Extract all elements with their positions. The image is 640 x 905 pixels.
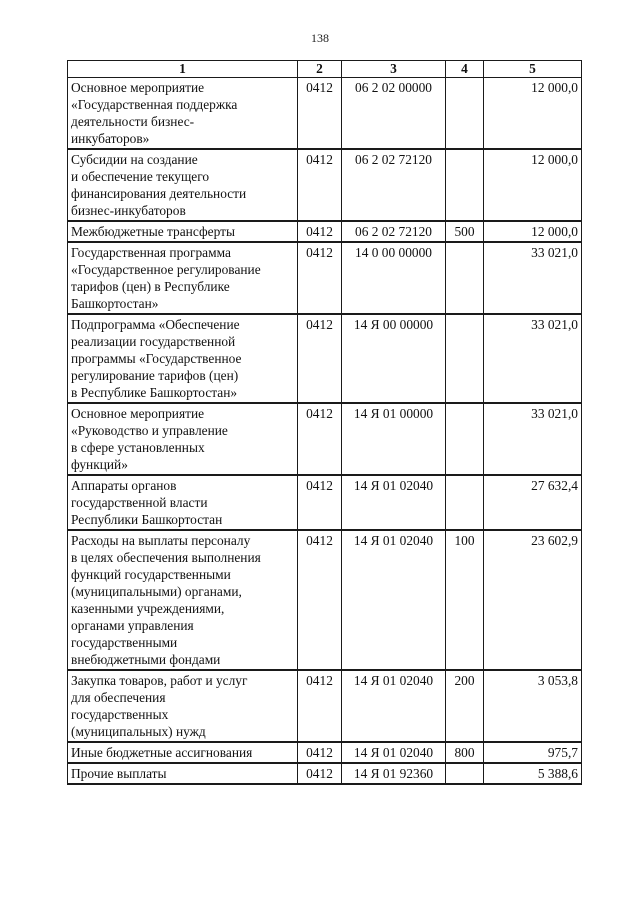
table-row: [68, 403, 582, 475]
table-header: [68, 61, 582, 78]
row-section: 0412: [298, 78, 342, 150]
table-row: [68, 242, 582, 314]
table-body: [68, 78, 582, 785]
row-name: Субсидии на создание и обеспечение текущего финансирования деятельности бизнес-инкубаторов: [68, 149, 298, 221]
row-section: 0412: [298, 149, 342, 221]
table-row: [68, 78, 582, 150]
row-code: 14 Я 01 02040: [342, 670, 446, 742]
row-kind: [446, 78, 484, 150]
table-row: [68, 475, 582, 530]
row-kind: [446, 149, 484, 221]
row-code: 14 Я 01 02040: [342, 475, 446, 530]
row-kind: 200: [446, 670, 484, 742]
row-amount: 23 602,9: [484, 530, 582, 670]
row-kind: [446, 403, 484, 475]
table-row: [68, 221, 582, 242]
row-name: Основное мероприятие «Государственная поддержка деятельности бизнес- инкубаторов»: [68, 78, 298, 150]
row-name: Государственная программа «Государственное регулирование тарифов (цен) в Республике Башкортостан»: [68, 242, 298, 314]
row-amount: 33 021,0: [484, 403, 582, 475]
row-name: Расходы на выплаты персоналу в целях обеспечения выполнения функций государственными (муниципальными) органами, казенными учреждениями, органами управления государственными внебюджетными фондами: [68, 530, 298, 670]
row-section: 0412: [298, 403, 342, 475]
budget-table: [67, 60, 582, 785]
row-section: 0412: [298, 221, 342, 242]
table-row: [68, 530, 582, 670]
header-col-5: 5: [484, 61, 582, 78]
row-section: 0412: [298, 742, 342, 763]
header-col-4: 4: [446, 61, 484, 78]
row-section: 0412: [298, 530, 342, 670]
row-amount: 12 000,0: [484, 149, 582, 221]
row-amount: 12 000,0: [484, 78, 582, 150]
row-section: 0412: [298, 763, 342, 784]
row-amount: 12 000,0: [484, 221, 582, 242]
row-kind: 500: [446, 221, 484, 242]
row-amount: 33 021,0: [484, 242, 582, 314]
row-kind: [446, 763, 484, 784]
page-number: 138: [311, 31, 329, 45]
row-amount: 5 388,6: [484, 763, 582, 784]
row-name: Основное мероприятие «Руководство и управление в сфере установленных функций»: [68, 403, 298, 475]
row-name: Подпрограмма «Обеспечение реализации государственной программы «Государственное регулирование тарифов (цен) в Республике Башкортостан»: [68, 314, 298, 403]
row-code: 06 2 02 72120: [342, 149, 446, 221]
row-section: 0412: [298, 242, 342, 314]
row-section: 0412: [298, 314, 342, 403]
row-code: 06 2 02 72120: [342, 221, 446, 242]
row-kind: [446, 314, 484, 403]
row-name: Закупка товаров, работ и услуг для обеспечения государственных (муниципальных) нужд: [68, 670, 298, 742]
row-section: 0412: [298, 475, 342, 530]
row-code: 14 Я 01 92360: [342, 763, 446, 784]
row-code: 14 Я 00 00000: [342, 314, 446, 403]
header-col-3: 3: [342, 61, 446, 78]
row-code: 14 Я 01 02040: [342, 742, 446, 763]
row-amount: 3 053,8: [484, 670, 582, 742]
row-kind: 800: [446, 742, 484, 763]
row-amount: 33 021,0: [484, 314, 582, 403]
row-name: Аппараты органов государственной власти Республики Башкортостан: [68, 475, 298, 530]
row-code: 14 Я 01 02040: [342, 530, 446, 670]
table-row: [68, 670, 582, 742]
row-code: 06 2 02 00000: [342, 78, 446, 150]
row-section: 0412: [298, 670, 342, 742]
table-row: [68, 763, 582, 784]
row-amount: 975,7: [484, 742, 582, 763]
header-col-2: 2: [298, 61, 342, 78]
row-code: 14 Я 01 00000: [342, 403, 446, 475]
header-row: [68, 61, 582, 78]
row-kind: [446, 242, 484, 314]
table-row: [68, 149, 582, 221]
header-col-1: 1: [68, 61, 298, 78]
row-kind: [446, 475, 484, 530]
row-name: Межбюджетные трансферты: [68, 221, 298, 242]
row-name: Прочие выплаты: [68, 763, 298, 784]
row-amount: 27 632,4: [484, 475, 582, 530]
row-code: 14 0 00 00000: [342, 242, 446, 314]
row-name: Иные бюджетные ассигнования: [68, 742, 298, 763]
table-row: [68, 742, 582, 763]
table-row: [68, 314, 582, 403]
row-kind: 100: [446, 530, 484, 670]
